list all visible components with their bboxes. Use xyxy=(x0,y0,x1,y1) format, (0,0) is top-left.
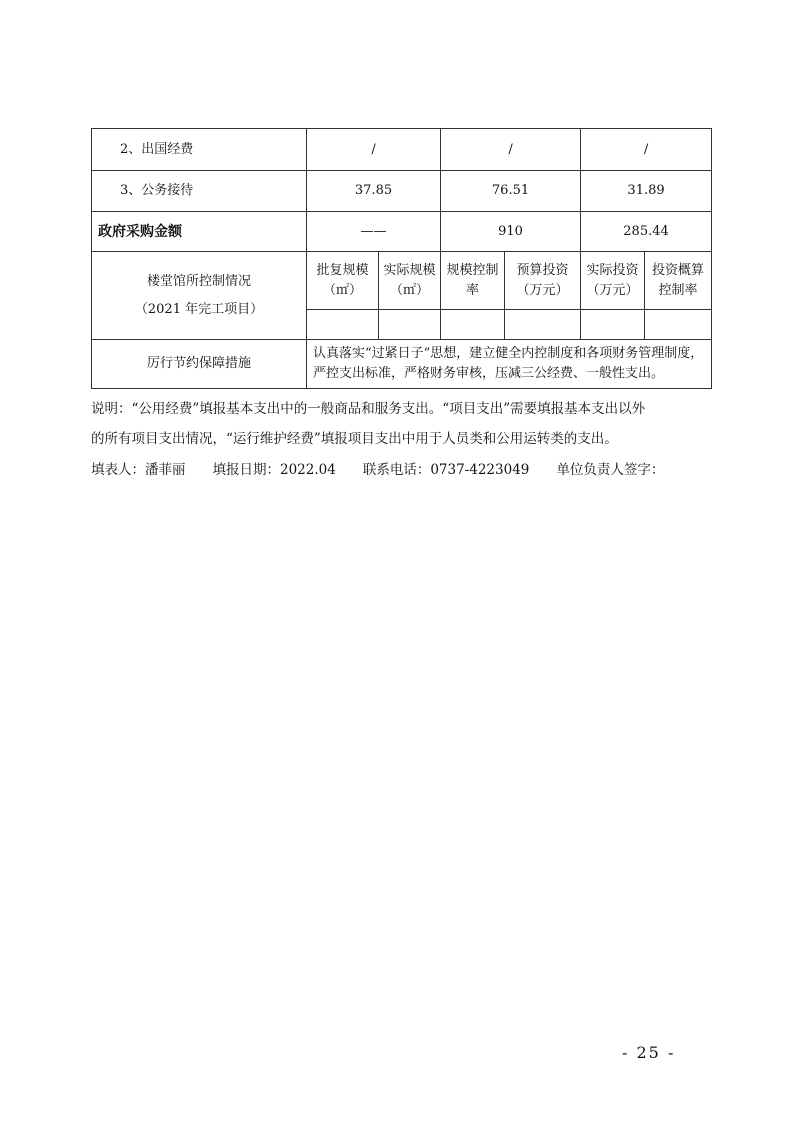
measures-label: 厉行节约保障措施 xyxy=(92,340,307,389)
row-label: 2、出国经费 xyxy=(92,129,307,171)
table-cell: —— xyxy=(307,212,441,252)
note-line-2: 的所有项目支出情况，“运行维护经费”填报项目支出中用于人员类和公用运转类的支出。 xyxy=(91,431,618,447)
table-cell: / xyxy=(307,129,441,171)
building-label-line2: （2021 年完工项目） xyxy=(134,301,264,317)
table-cell: / xyxy=(441,129,581,171)
table-row xyxy=(92,252,712,310)
table-row xyxy=(92,171,712,212)
table-cell: 285.44 xyxy=(581,212,712,252)
table-cell: 31.89 xyxy=(581,171,712,212)
column-header: 实际规模（㎡） xyxy=(379,252,441,310)
table-row xyxy=(92,340,712,389)
building-control-label xyxy=(92,252,307,340)
table-cell: 76.51 xyxy=(441,171,581,212)
note-line-1: 说明：“公用经费”填报基本支出中的一般商品和服务支出。“项目支出”需要填报基本支出以外 xyxy=(91,401,646,417)
row-label: 3、公务接待 xyxy=(92,171,307,212)
empty-cell xyxy=(505,310,581,340)
empty-cell xyxy=(581,310,645,340)
empty-cell xyxy=(307,310,379,340)
empty-cell xyxy=(379,310,441,340)
table-cell: / xyxy=(581,129,712,171)
column-header: 投资概算控制率 xyxy=(645,252,712,310)
filler-info: 填表人：潘菲丽 填报日期：2022.04 联系电话：0737-4223049 单位负责人签字： xyxy=(91,462,665,478)
column-header: 实际投资（万元） xyxy=(581,252,645,310)
empty-cell xyxy=(645,310,712,340)
row-label: 政府采购金额 xyxy=(92,212,307,252)
table-cell: 37.85 xyxy=(307,171,441,212)
table-row xyxy=(92,212,712,252)
column-header: 批复规模（㎡） xyxy=(307,252,379,310)
table-cell: 910 xyxy=(441,212,581,252)
empty-cell xyxy=(441,310,505,340)
measures-text: 认真落实“过紧日子”思想，建立健全内控制度和各项财务管理制度，严控支出标准，严格财务审核，压减三公经费、一般性支出。 xyxy=(307,340,712,389)
building-label-line1: 楼堂馆所控制情况 xyxy=(146,273,251,289)
expense-table xyxy=(91,128,712,389)
column-header: 规模控制率 xyxy=(441,252,505,310)
column-header: 预算投资（万元） xyxy=(505,252,581,310)
page-number: - 25 - xyxy=(622,1043,676,1062)
table-row xyxy=(92,129,712,171)
